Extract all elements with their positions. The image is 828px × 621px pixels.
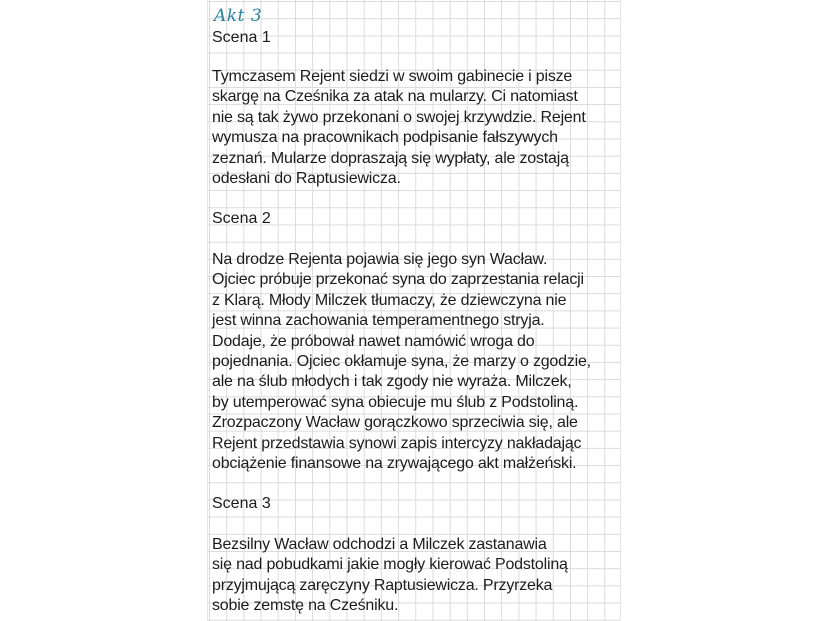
scene-2-heading: Scena 2: [212, 210, 271, 227]
act-title: Akt 3: [214, 6, 263, 26]
text-line: Na drodze Rejenta pojawia się jego syn Wacław.: [212, 251, 548, 268]
scene-1-text: [212, 67, 617, 189]
text-line: zeznań. Mularze dopraszają się wypłaty, ale zostają: [212, 149, 569, 167]
text-line: pojednania. Ojciec okłamuje syna, że marzy o zgodzie,: [212, 353, 591, 371]
scene-3-heading: Scena 3: [212, 495, 271, 512]
text-line: jest winna zachowania temperamentnego stryja.: [212, 312, 545, 330]
text-line: Bezsilny Wacław odchodzi a Milczek zastanawia: [212, 536, 547, 553]
text-line: Tymczasem Rejent siedzi w swoim gabinecie i pisze: [212, 68, 573, 85]
text-line: wymusza na pracownikach podpisanie fałszywych: [212, 129, 558, 147]
text-line: przyjmującą zaręczyny Raptusiewicza. Przyrzeka: [212, 576, 553, 594]
text-line: odesłani do Raptusiewicza.: [212, 170, 401, 188]
grid-paper-page: [207, 0, 621, 621]
text-line: się nad pobudkami jakie mogły kierować Podstoliną: [212, 556, 568, 574]
text-line: Zrozpaczony Wacław gorączkowo sprzeciwia się, ale: [212, 414, 578, 432]
text-line: z Klarą. Młody Milczek tłumaczy, że dziewczyna nie: [212, 291, 567, 309]
scene-3-text: [212, 535, 617, 617]
text-line: sobie zemstę na Cześniku.: [212, 597, 399, 615]
text-line: nie są tak żywo przekonani o swojej krzywdzie. Rejent: [212, 108, 586, 126]
scene-1-heading: Scena 1: [212, 29, 271, 46]
text-line: Dodaje, że próbował nawet namówić wroga do: [212, 332, 535, 350]
scene-2-text: [212, 250, 617, 474]
text-line: Ojciec próbuje przekonać syna do zaprzestania relacji: [212, 271, 584, 289]
text-line: ale na ślub młodych i tak zgody nie wyraża. Milczek,: [212, 373, 572, 391]
text-line: obciążenie finansowe na zrywającego akt małżeński.: [212, 455, 577, 473]
text-line: by utemperować syna obiecuje mu ślub z Podstoliną.: [212, 393, 579, 411]
text-line: skargę na Cześnika za atak na mularzy. Ci natomiast: [212, 88, 578, 106]
text-line: Rejent przedstawia synowi zapis intercyzy nakładając: [212, 434, 582, 452]
